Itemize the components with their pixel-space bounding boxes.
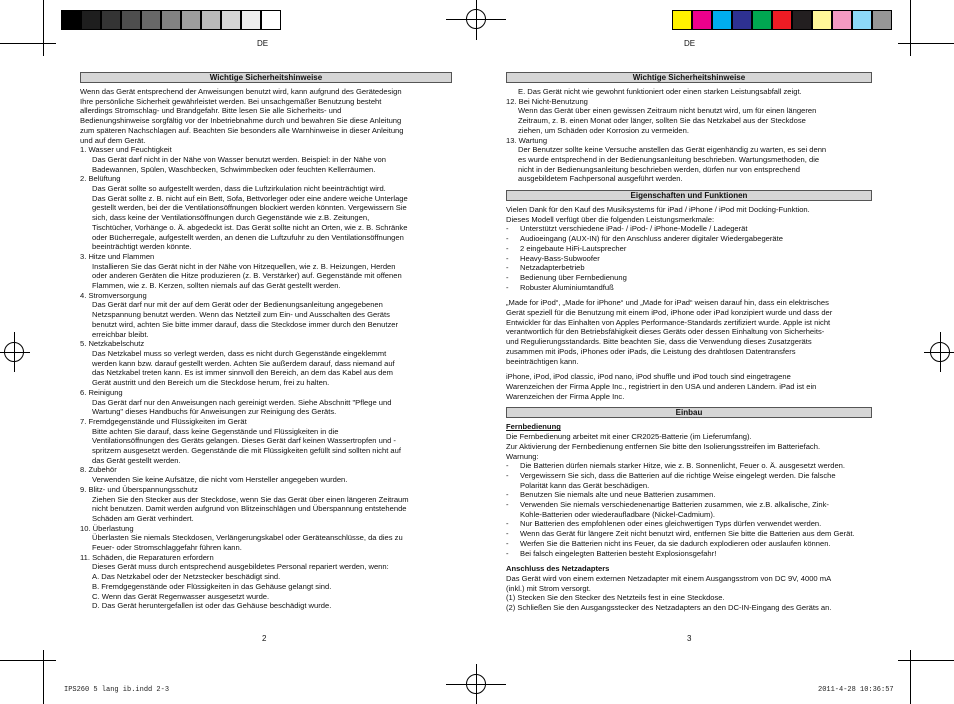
text-line: verantwortlich für den Betriebsfähigkeit dieses Geräts oder dessen Einhaltung von Sicherheits- (506, 327, 825, 337)
safety-item-text: A. Das Netzkabel oder der Netzstecker beschädigt sind. (92, 572, 281, 582)
adapter-text (506, 574, 872, 613)
color-swatch (141, 10, 161, 30)
bullet-text (520, 254, 872, 264)
bullet-text (520, 461, 872, 471)
color-swatch (852, 10, 872, 30)
bullet-dash: - (506, 548, 509, 558)
bullet-line: Netzadapterbetrieb (520, 263, 585, 273)
safety-item-text: Das Gerät darf nur mit der auf dem Gerät oder der Bedienungsanleitung angegebenen (92, 300, 383, 310)
left-page-column (80, 72, 452, 611)
bullet-text (520, 490, 872, 500)
bullet-dash: - (506, 529, 509, 539)
safety-item-title: 3. Hitze und Flammen (80, 251, 155, 261)
color-swatch (792, 10, 812, 30)
text-line: Warenzeichen der Firma Apple Inc., registriert in den USA und anderen Ländern. iPad ist ein (506, 381, 817, 391)
color-swatch (221, 10, 241, 30)
safety-item-text: oder anderen Geräten die Hitze produzieren (z. B. Verstärker) auf. Gegenstände mit offenen (92, 271, 402, 281)
safety-item (80, 291, 452, 340)
safety-item-text: Dieses Gerät muss durch entsprechend ausgebildetes Personal repariert werden, wenn: (92, 562, 389, 572)
right-page-column (506, 72, 872, 613)
made-for-notice (506, 298, 872, 366)
safety-item-text: Das Gerät sollte z. B. nicht auf ein Bett, Sofa, Bettvorleger oder eine andere weiche Unterlage (92, 193, 408, 203)
safety-item-text: Wartung" dieses Handbuchs für Anweisungen zur Reinigung des Geräts. (92, 407, 337, 417)
safety-item-title: 8. Zubehör (80, 465, 117, 475)
safety-item-text: Verwenden Sie keine Aufsätze, die nicht vom Hersteller angegeben wurden. (92, 475, 348, 485)
safety-item-title: 9. Blitz- und Überspannungsschutz (80, 484, 198, 494)
safety-item-text: das Gerät gestellt werden. (92, 455, 181, 465)
color-swatch (181, 10, 201, 30)
bullet-line: 2 eingebaute HiFi-Lautsprecher (520, 243, 627, 253)
safety-item-title: 10. Überlastung (80, 523, 134, 533)
battery-warnings (506, 461, 872, 558)
bullet-dash: - (506, 234, 509, 244)
color-swatch (772, 10, 792, 30)
text-line: zum späteren Nachschlagen auf. Beachten Sie besonders alle Warnhinweise in dieser Anleitung (80, 125, 404, 135)
features-list (506, 224, 872, 292)
bullet-dash: - (506, 470, 509, 480)
bullet-line: Bei falsch eingelegten Batterien besteht Explosionsgefahr! (520, 548, 717, 558)
safety-item-text: Tischtücher, Vorhänge o. Ä. abgedeckt ist. Das Gerät sollte nicht an Orten, wie z. B. Schränke (92, 222, 408, 232)
safety-items-continued (506, 97, 872, 184)
warning-item (506, 539, 872, 549)
bullet-line: Kohle-Batterien oder wiederaufladbare (Nickel-Cadmium). (520, 509, 715, 519)
safety-item (80, 174, 452, 252)
warning-item (506, 471, 872, 490)
text-line: Warnung: (506, 451, 539, 461)
language-label-right: DE (684, 39, 696, 48)
safety-item-title: 2. Belüftung (80, 174, 121, 184)
safety-item-text: beeinträchtigt werden könnte. (92, 242, 192, 252)
safety-item-text: Bitte achten Sie darauf, dass keine Gegenstände und Flüssigkeiten in die (92, 426, 339, 436)
remote-heading: Fernbedienung (506, 422, 561, 432)
safety-item-text: B. Fremdgegenstände oder Flüssigkeiten in das Gehäuse gelangt sind. (92, 581, 332, 591)
safety-item-e: E. Das Gerät nicht wie gewohnt funktioniert oder einen starken Leistungsabfall zeigt. (518, 87, 802, 96)
trademark-notice (506, 372, 872, 401)
bullet-line: Unterstützt verschiedene iPad- / iPod- / iPhone-Modelle / Ladegerät (520, 224, 748, 234)
safety-item (80, 145, 452, 174)
text-line: Dieses Modell verfügt über die folgenden Leistungsmerkmale: (506, 214, 715, 224)
color-swatch (712, 10, 732, 30)
feature-item (506, 273, 872, 283)
safety-item-title: 7. Fremdgegenstände und Flüssigkeiten im Gerät (80, 416, 247, 426)
safety-item-text: Das Netzkabel muss so verlegt werden, dass es nicht durch Gegenstände eingeklemmt (92, 348, 387, 358)
features-intro (506, 205, 872, 224)
color-swatch (832, 10, 852, 30)
bullet-dash: - (506, 490, 509, 500)
feature-item (506, 244, 872, 254)
text-line: und auf dem Gerät. (80, 135, 146, 145)
color-swatch (872, 10, 892, 30)
warning-item (506, 519, 872, 529)
safety-item-title: 11. Schäden, die Reparaturen erfordern (80, 552, 214, 562)
warning-item (506, 500, 872, 519)
text-line: beeinträchtigen kann. (506, 356, 579, 366)
install-heading: Einbau (506, 407, 872, 418)
safety-item-text: Schäden am Gerät verhindert. (92, 513, 194, 523)
adapter-heading: Anschluss des Netzadapters (506, 564, 610, 574)
feature-item (506, 263, 872, 273)
color-swatch (81, 10, 101, 30)
safety-item (80, 252, 452, 291)
remote-text (506, 432, 872, 461)
text-line: Ihre persönliche Sicherheit gewährleistet werden. Bei unsachgemäßer Benutzung besteht (80, 96, 382, 106)
bullet-line: Robuster Aluminiumtandfuß (520, 282, 614, 292)
text-line: Die Fernbedienung arbeitet mit einer CR2025-Batterie (im Lieferumfang). (506, 432, 752, 442)
safety-item-text: Gerät austritt und den Bereich um die Steckdose herum, frei zu halten. (92, 378, 330, 388)
color-swatch (692, 10, 712, 30)
text-line: Wenn das Gerät entsprechend der Anweisungen benutzt wird, kann aufgrund des Gerätedesign (80, 87, 402, 96)
bullet-line: Bedienung über Fernbedienung (520, 272, 627, 282)
bullet-text (520, 273, 872, 283)
bullet-line: Audioeingang (AUX-IN) für den Anschluss anderer digitaler Wiedergabegeräte (520, 234, 783, 244)
safety-item-text: C. Wenn das Gerät Regenwasser ausgesetzt wurde. (92, 591, 270, 601)
safety-item-text: Ziehen Sie den Stecker aus der Steckdose, wenn Sie das Gerät über einen längeren Zeitraum (92, 494, 409, 504)
safety-item (80, 485, 452, 524)
text-line: allerdings Stromschlag- und Brandgefahr. Bitte lesen Sie alle Sicherheits- und (80, 106, 342, 116)
bullet-text (520, 549, 872, 559)
bullet-text (520, 244, 872, 254)
warning-item (506, 549, 872, 559)
color-swatch (161, 10, 181, 30)
safety-item-title: 13. Wartung (506, 135, 548, 145)
page-number-left: 2 (262, 634, 267, 643)
feature-item (506, 283, 872, 293)
text-line: iPhone, iPod, iPod classic, iPod nano, iPod shuffle und iPod touch sind eingetragene (506, 372, 791, 382)
text-line: (2) Schließen Sie den Ausgangsstecker des Netzadapters an den DC-IN-Eingang des Geräts an. (506, 603, 832, 613)
bullet-text (520, 529, 872, 539)
color-swatch (201, 10, 221, 30)
bullet-line: Vergewissern Sie sich, dass die Batterien auf die richtige Weise eingelegt werden. Die falsche (520, 470, 836, 480)
color-swatch (241, 10, 261, 30)
warning-item (506, 490, 872, 500)
bullet-line: Heavy-Bass-Subwoofer (520, 253, 600, 263)
text-line: Das Gerät wird von einem externen Netzadapter mit einem Ausgangsstrom von DC 9V, 4000 mA (506, 573, 832, 583)
safety-items (80, 145, 452, 611)
bullet-text (520, 283, 872, 293)
safety-item-title: 5. Netzkabelschutz (80, 339, 145, 349)
feature-item (506, 234, 872, 244)
color-swatch (261, 10, 281, 30)
safety-item (80, 339, 452, 388)
safety-item-text: sich, dass keine der Ventilationsöffnungen durch Gegenstände wie z.B. Zeitungen, (92, 213, 370, 223)
safety-intro (80, 87, 452, 145)
safety-item-text: Das Gerät sollte so aufgestellt werden, dass die Luftzirkulation nicht beeinträchtigt wird. (92, 184, 386, 194)
text-line: Gerät speziell für die Benutzung mit einem iPod, iPhone oder iPad konzipiert wurde und dass der (506, 308, 833, 318)
safety-item-text: gestellt werden, bei der die Ventilationsöffnungen blockiert werden könnten. Vergewissern Sie (92, 203, 407, 213)
text-line: Vielen Dank für den Kauf des Musiksystems für iPad / iPhone / iPod mit Docking-Funktion. (506, 205, 810, 215)
safety-heading-continued: Wichtige Sicherheitshinweise (506, 72, 872, 83)
bullet-dash: - (506, 263, 509, 273)
bullet-text (520, 519, 872, 529)
safety-item-text: oder Bücherregale, aufgestellt werden, an denen die Luftzufuhr zu den Ventilationsöffnungen (92, 232, 404, 242)
warning-item (506, 529, 872, 539)
bullet-text (520, 234, 872, 244)
safety-item-text: ausgebildetem Fachpersonal ausgeführt werden. (518, 174, 683, 184)
safety-heading: Wichtige Sicherheitshinweise (80, 72, 452, 83)
safety-item-text: nicht in der Bedienungsanleitung beschrieben werden, dürfen nur von entsprechend (518, 164, 801, 174)
safety-item-text: Wenn das Gerät über einen gewissen Zeitraum nicht benutzt wird, um für einen längeren (518, 106, 817, 116)
bullet-dash: - (506, 461, 509, 471)
footer-file-info: IPS260 5 lang ib.indd 2-3 (64, 686, 170, 694)
safety-item (80, 465, 452, 484)
safety-item-text: Feuer- oder Stromschlaggefahr führen kann. (92, 543, 242, 553)
text-line: zusammen mit iPods, iPhones oder iPads, die Leistung des drahtlosen Datentransfers (506, 346, 796, 356)
bullet-dash: - (506, 272, 509, 282)
bullet-dash: - (506, 243, 509, 253)
safety-item (80, 388, 452, 417)
bullet-text (520, 500, 872, 519)
safety-item-text: Zeitraum, z. B. einen Monat oder länger, sollten Sie das Netzkabel aus der Steckdose (518, 116, 806, 126)
text-line: Bedienungshinweise sorgfältig vor der Inbetriebnahme durch und bewahren Sie diese Anleitung (80, 116, 402, 126)
text-line: Zur Aktivierung der Fernbedienung entfernen Sie bitte den Isolierungsstreifen im Batteriefach. (506, 441, 821, 451)
safety-item-text: nicht benutzen. Damit werden aufgrund von Blitzeinschlägen und Überspannung entstehende (92, 504, 407, 514)
bullet-line: Wenn das Gerät für längere Zeit nicht benutzt wird, entfernen Sie bitte die Batterien aus dem Gerät. (520, 529, 855, 539)
safety-item-text: ziehen, um Schäden oder Korrosion zu vermeiden. (518, 125, 689, 135)
bullet-line: Nur Batterien des empfohlenen oder eines gleichwertigen Typs dürfen verwendet werden. (520, 519, 822, 529)
safety-item-text: Der Benutzer sollte keine Versuche anstellen das Gerät eigenhändig zu warten, es sei denn (518, 145, 827, 155)
bullet-line: Die Batterien dürfen niemals starker Hitze, wie z. B. Sonnenlicht, Feuer o. Ä. ausgesetzt werden. (520, 461, 845, 471)
text-line: (inkl.) mit Strom versorgt. (506, 583, 591, 593)
text-line: und Regulierungsstandards. Bitte beachten Sie, dass die Verwendung dieses Zusatzgeräts (506, 337, 812, 347)
bullet-dash: - (506, 282, 509, 292)
safety-item-text: Überlasten Sie niemals Steckdosen, Verlängerungskabel oder Geräteanschlüsse, da dies zu (92, 533, 403, 543)
color-swatch (812, 10, 832, 30)
warning-item (506, 461, 872, 471)
bullet-line: Polarität kann das Gerät beschädigen. (520, 480, 650, 490)
safety-item-text: Das Gerät darf nur den Anweisungen nach gereinigt werden. Siehe Abschnitt "Pflege und (92, 397, 392, 407)
safety-item-text: es wurde entsprechend in der Bedienungsanleitung beschrieben. Wartungsmethoden, die (518, 154, 820, 164)
safety-item (506, 136, 872, 185)
text-line: „Made for iPod“, „Made for iPhone“ und „Made for iPad“ weisen darauf hin, dass ein elektrisches (506, 298, 829, 308)
page-number-right: 3 (687, 634, 692, 643)
safety-item-text: das Netzkabel treten kann. Es ist immer sinnvoll den Bereich, an dem das Kabel aus dem (92, 368, 393, 378)
safety-item-title: 4. Stromversorgung (80, 290, 147, 300)
safety-item-text: Ventilationsöffnungen des Geräts gelangen. Dieses Gerät darf keinen Wassertropfen und - (92, 436, 396, 446)
color-swatch (732, 10, 752, 30)
feature-item (506, 224, 872, 234)
bullet-dash: - (506, 538, 509, 548)
safety-item-text: Das Gerät darf nicht in der Nähe von Wasser benutzt werden. Beispiel: in der Nähe von (92, 154, 386, 164)
safety-item (80, 553, 452, 611)
features-heading: Eigenschaften und Funktionen (506, 190, 872, 201)
bullet-text (520, 224, 872, 234)
text-line: Warenzeichen der Firma Apple Inc. (506, 391, 625, 401)
bullet-dash: - (506, 253, 509, 263)
safety-item-text: Installieren Sie das Gerät nicht in der Nähe von Hitzequellen, wie z. B. Heizungen, Herden (92, 261, 396, 271)
text-line: (1) Stecken Sie den Stecker des Netzteils fest in eine Steckdose. (506, 593, 725, 603)
safety-item-text: Netzspannung benutzt werden. Wenn das Netzteil zum Ein- und Ausschalten des Geräts (92, 310, 390, 320)
color-swatch (672, 10, 692, 30)
safety-item-text: Flammen, wie z. B. Kerzen, sollten niemals auf das Gerät gestellt werden. (92, 281, 341, 291)
safety-item-text: spritzern ausgesetzt werden. Gegenstände die mit Flüssigkeiten gefüllt sind sollten nicht auf (92, 446, 401, 456)
safety-item (80, 417, 452, 466)
color-swatch (752, 10, 772, 30)
safety-item-title: 12. Bei Nicht-Benutzung (506, 96, 588, 106)
text-line: Entwickler für das Einhalten von Apples Performance-Standards zertifiziert wurde. Apple ist nicht (506, 317, 831, 327)
color-swatch (121, 10, 141, 30)
color-swatch (101, 10, 121, 30)
bullet-line: Benutzen Sie niemals alte und neue Batterien zusammen. (520, 490, 716, 500)
bullet-line: Verwenden Sie niemals verschiedenenartige Batterien zusammen, wie z.B. alkalische, Zink- (520, 500, 829, 510)
safety-item-text: benutzt wird, achten Sie bitte immer darauf, dass die Steckdose immer durch den Benutzer (92, 319, 399, 329)
safety-item-title: 1. Wasser und Feuchtigkeit (80, 145, 172, 155)
safety-item (506, 97, 872, 136)
bullet-line: Werfen Sie die Batterien nicht ins Feuer, da sie dadurch explodieren oder auslaufen können. (520, 538, 831, 548)
bullet-text (520, 471, 872, 490)
safety-item-text: erreichbar bleibt. (92, 329, 149, 339)
safety-item (80, 524, 452, 553)
color-swatch (61, 10, 81, 30)
bullet-text (520, 539, 872, 549)
safety-item-text: Badewannen, Spülen, Waschbecken, Schwimmbecken oder feuchten Kellerräumen. (92, 164, 376, 174)
safety-item-title: 6. Reinigung (80, 387, 123, 397)
footer-timestamp: 2011-4-28 10:36:57 (818, 686, 894, 694)
bullet-text (520, 263, 872, 273)
bullet-dash: - (506, 500, 509, 510)
feature-item (506, 254, 872, 264)
safety-item-text: D. Das Gerät heruntergefallen ist oder das Gehäuse beschädigt wurde. (92, 601, 332, 611)
bullet-dash: - (506, 519, 509, 529)
safety-item-text: werden kann bzw. darauf gestellt werden. Achten Sie außerdem darauf, dass niemand auf (92, 358, 395, 368)
bullet-dash: - (506, 224, 509, 234)
language-label-left: DE (257, 39, 269, 48)
